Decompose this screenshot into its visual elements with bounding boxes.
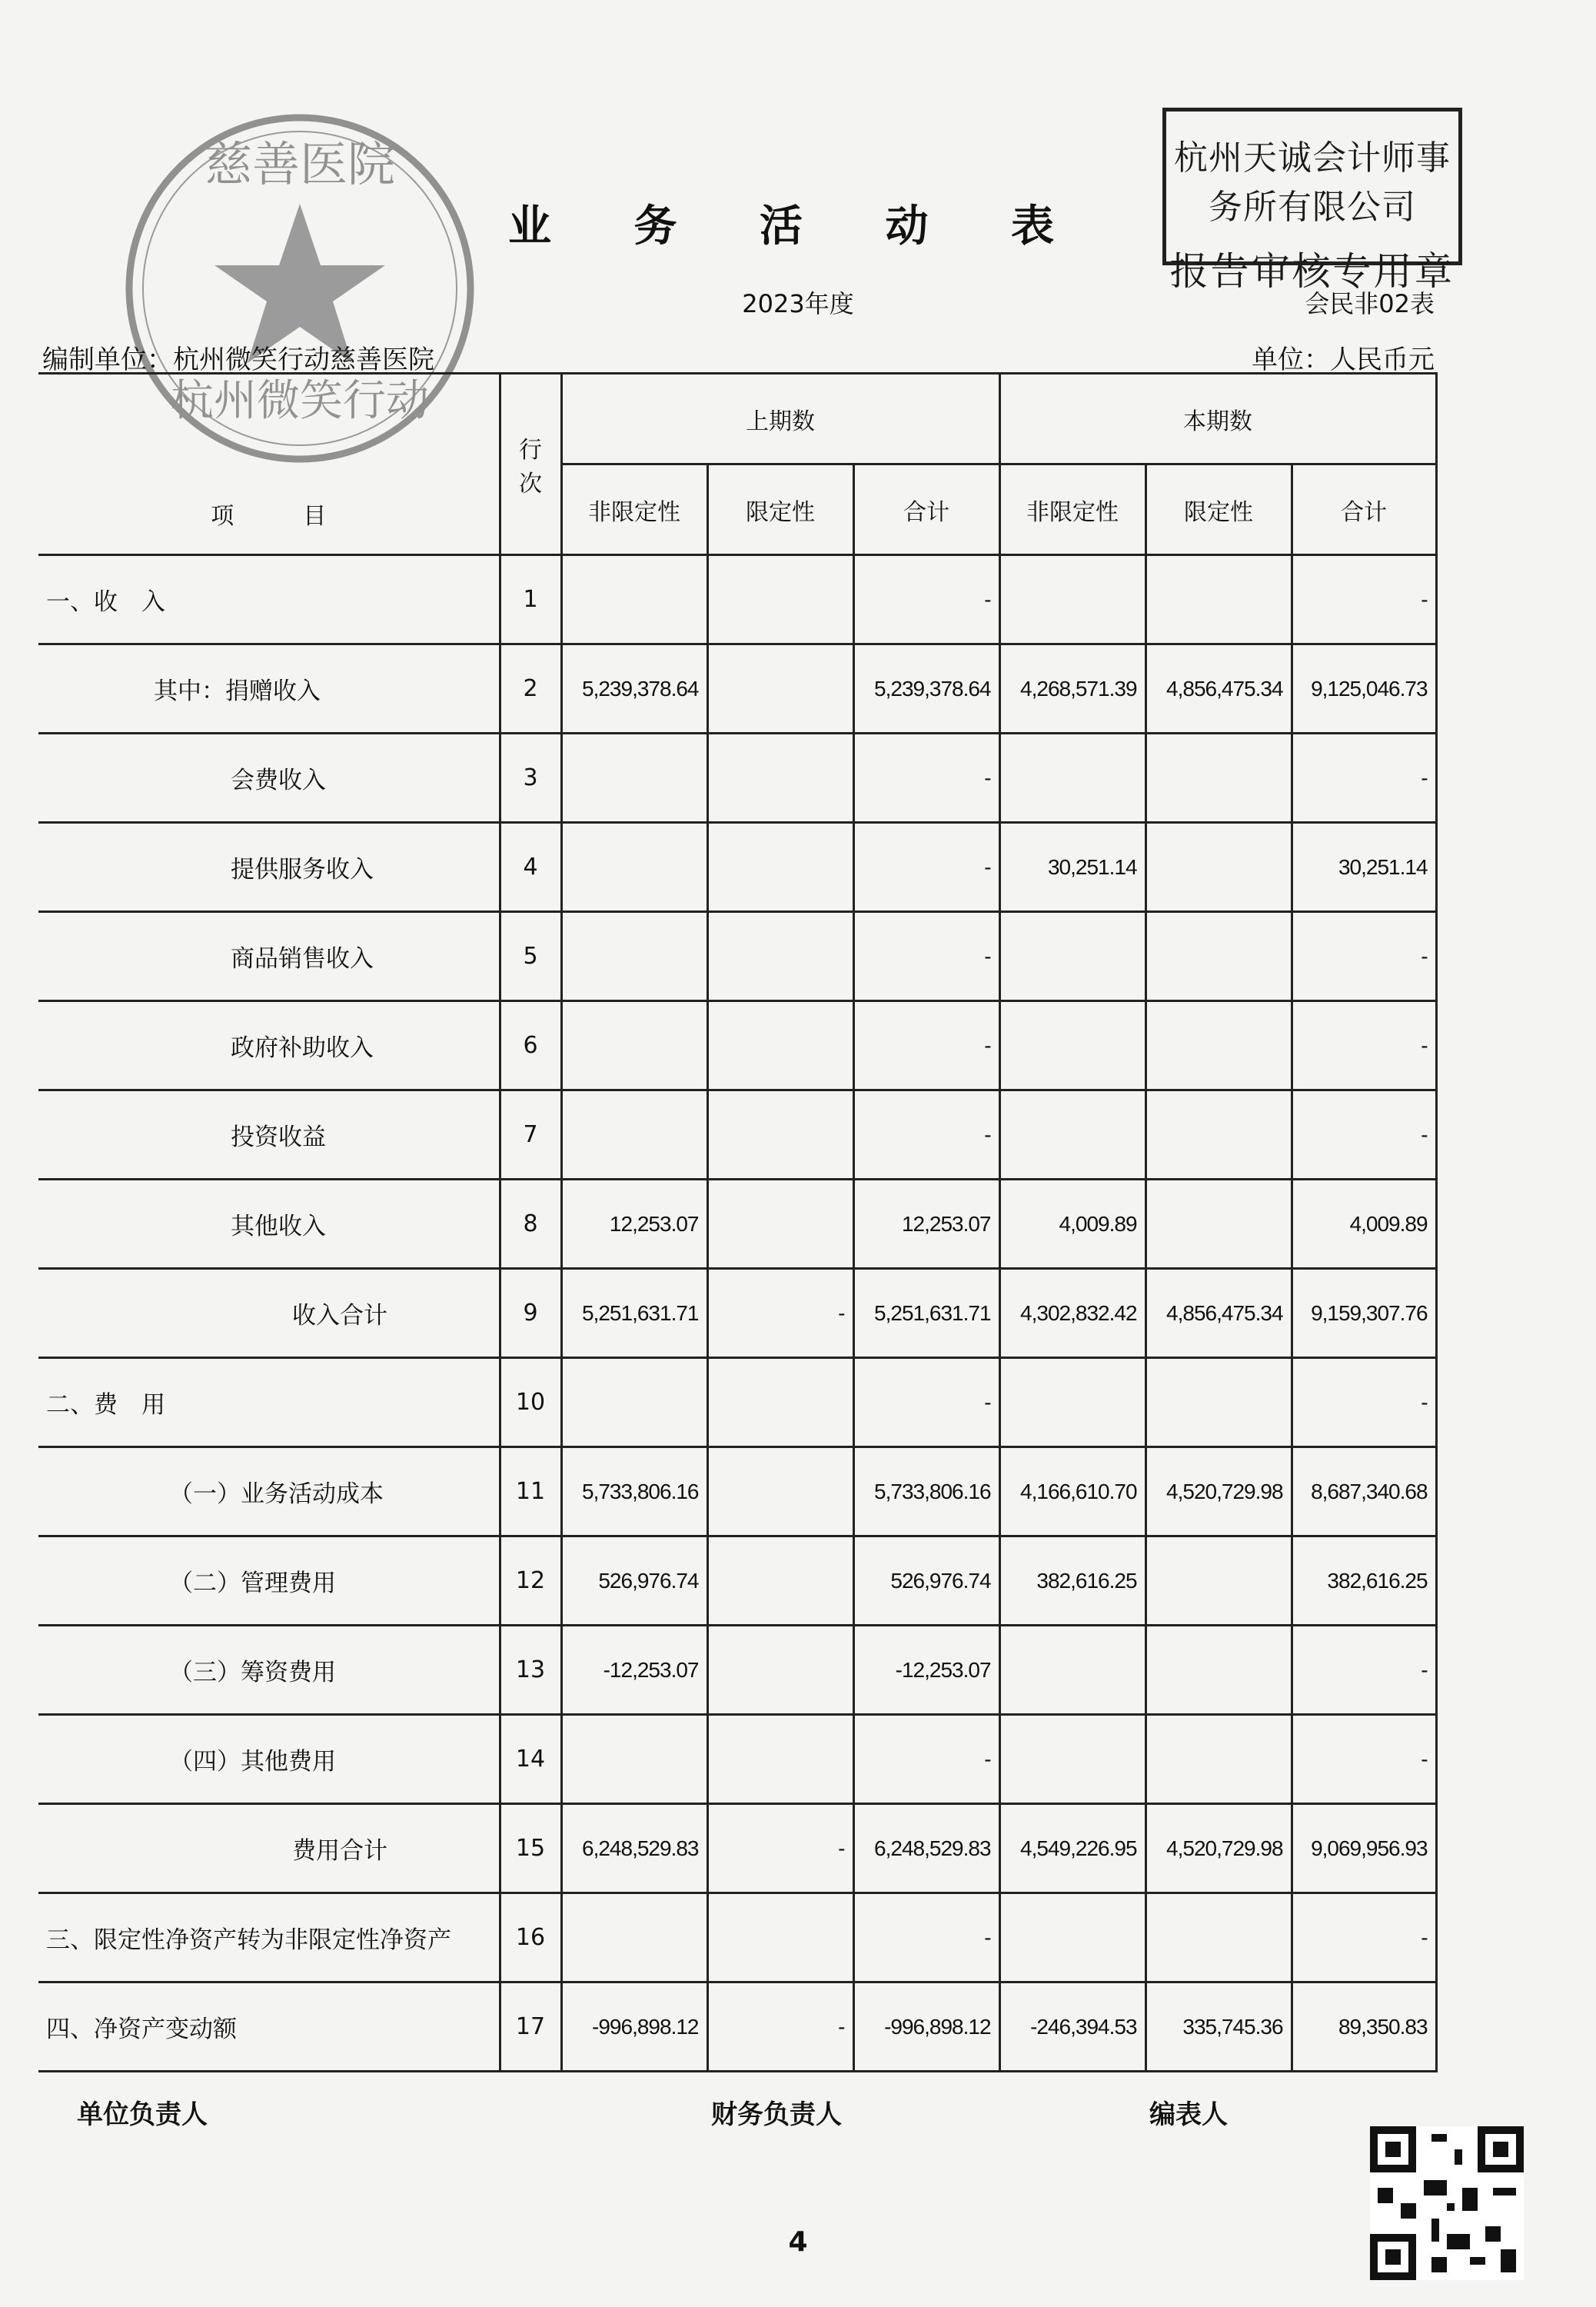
cell-c-total: -	[1292, 734, 1436, 823]
header-line-no: 行次	[500, 374, 561, 555]
prepared-by: 编制单位：杭州微笑行动慈善医院	[42, 345, 434, 375]
cell-c-unres	[999, 1715, 1145, 1804]
row-line-number: 6	[500, 1001, 561, 1090]
cell-c-res: 4,520,729.98	[1145, 1804, 1292, 1893]
row-item-label: 收入合计	[38, 1269, 500, 1358]
cell-p-unres: -12,253.07	[561, 1626, 707, 1715]
cell-p-unres	[561, 912, 707, 1001]
cell-c-unres	[999, 1893, 1145, 1982]
cell-c-unres	[999, 1090, 1145, 1180]
cell-p-res	[707, 823, 853, 912]
cell-p-unres: 526,976.74	[561, 1536, 707, 1626]
signature-preparer: 编表人	[1149, 2099, 1228, 2130]
cell-p-res	[707, 912, 853, 1001]
cell-p-unres: 5,251,631.71	[561, 1269, 707, 1358]
table-row	[38, 1180, 1436, 1269]
cell-p-total: -	[853, 1715, 999, 1804]
cell-c-total: 9,159,307.76	[1292, 1269, 1436, 1358]
cell-p-total: -	[853, 1358, 999, 1447]
cell-c-total: 9,125,046.73	[1292, 644, 1436, 734]
cell-p-res	[707, 1715, 853, 1804]
cell-p-unres	[561, 1001, 707, 1090]
row-line-number: 3	[500, 734, 561, 823]
cell-c-total: 89,350.83	[1292, 1982, 1436, 2072]
row-item-label: 其他收入	[38, 1180, 500, 1269]
row-item-label: （四）其他费用	[38, 1715, 500, 1804]
business-activity-table	[38, 372, 1438, 2072]
cell-p-res	[707, 734, 853, 823]
cell-c-total: 30,251.14	[1292, 823, 1436, 912]
table-row	[38, 1090, 1436, 1180]
cell-c-unres	[999, 1626, 1145, 1715]
table-row	[38, 1536, 1436, 1626]
cell-c-total: 9,069,956.93	[1292, 1804, 1436, 1893]
cell-c-total: -	[1292, 1001, 1436, 1090]
cell-p-total: -12,253.07	[853, 1626, 999, 1715]
header-current-total: 合计	[1292, 464, 1436, 555]
cell-c-total: -	[1292, 912, 1436, 1001]
row-line-number: 9	[500, 1269, 561, 1358]
row-line-number: 8	[500, 1180, 561, 1269]
cell-c-unres: 30,251.14	[999, 823, 1145, 912]
cell-c-res	[1145, 1893, 1292, 1982]
cell-p-total: 12,253.07	[853, 1180, 999, 1269]
cell-p-unres: 6,248,529.83	[561, 1804, 707, 1893]
cell-p-res	[707, 555, 853, 644]
cell-c-unres	[999, 1358, 1145, 1447]
cell-c-unres: 4,549,226.95	[999, 1804, 1145, 1893]
cell-c-total: 4,009.89	[1292, 1180, 1436, 1269]
row-line-number: 16	[500, 1893, 561, 1982]
table-row	[38, 1982, 1436, 2072]
row-item-label: 一、收 入	[38, 555, 500, 644]
report-title: 业 务 活 动 表	[508, 201, 1088, 251]
row-item-label: （三）筹资费用	[38, 1626, 500, 1715]
row-item-label: （一）业务活动成本	[38, 1447, 500, 1536]
cell-c-res	[1145, 1715, 1292, 1804]
table-row	[38, 1269, 1436, 1358]
header-current-period: 本期数	[999, 374, 1436, 464]
cell-c-unres	[999, 734, 1145, 823]
cell-p-total: 5,733,806.16	[853, 1447, 999, 1536]
cell-p-unres	[561, 555, 707, 644]
cell-c-unres: 4,009.89	[999, 1180, 1145, 1269]
table-row	[38, 823, 1436, 912]
cell-c-res	[1145, 555, 1292, 644]
cell-c-res	[1145, 1358, 1292, 1447]
cell-p-total: -	[853, 1090, 999, 1180]
row-item-label: 四、净资产变动额	[38, 1982, 500, 2072]
svg-text:杭州微笑行动: 杭州微笑行动	[171, 376, 429, 426]
table-row	[38, 1447, 1436, 1536]
row-line-number: 4	[500, 823, 561, 912]
cell-c-total: -	[1292, 555, 1436, 644]
currency-unit: 单位：人民币元	[1252, 345, 1435, 375]
cell-c-res	[1145, 734, 1292, 823]
table-row	[38, 1358, 1436, 1447]
cell-p-unres	[561, 1893, 707, 1982]
cell-c-res: 4,520,729.98	[1145, 1447, 1292, 1536]
cell-c-res	[1145, 1180, 1292, 1269]
row-item-label: 商品销售收入	[38, 912, 500, 1001]
cell-p-unres: -996,898.12	[561, 1982, 707, 2072]
cell-p-res	[707, 1001, 853, 1090]
cell-p-unres	[561, 1715, 707, 1804]
table-row	[38, 644, 1436, 734]
row-line-number: 17	[500, 1982, 561, 2072]
row-item-label: 提供服务收入	[38, 823, 500, 912]
cell-c-res	[1145, 1001, 1292, 1090]
cell-c-total: -	[1292, 1090, 1436, 1180]
cell-p-unres: 12,253.07	[561, 1180, 707, 1269]
row-item-label: 其中：捐赠收入	[38, 644, 500, 734]
cell-p-total: 5,239,378.64	[853, 644, 999, 734]
table-row	[38, 555, 1436, 644]
cell-c-total: -	[1292, 1715, 1436, 1804]
cell-c-unres	[999, 555, 1145, 644]
cell-c-unres: 4,166,610.70	[999, 1447, 1145, 1536]
cell-p-unres	[561, 1358, 707, 1447]
row-item-label: 会费收入	[38, 734, 500, 823]
cell-c-total: 8,687,340.68	[1292, 1447, 1436, 1536]
auditor-review-stamp	[1162, 108, 1462, 294]
table-row	[38, 1001, 1436, 1090]
table-row	[38, 1893, 1436, 1982]
cell-p-total: -996,898.12	[853, 1982, 999, 2072]
cell-c-total: -	[1292, 1358, 1436, 1447]
cell-c-unres: 4,268,571.39	[999, 644, 1145, 734]
row-line-number: 2	[500, 644, 561, 734]
row-line-number: 14	[500, 1715, 561, 1804]
row-item-label: 费用合计	[38, 1804, 500, 1893]
header-current-restricted: 限定性	[1145, 464, 1292, 555]
cell-p-unres	[561, 823, 707, 912]
row-line-number: 10	[500, 1358, 561, 1447]
cell-p-total: -	[853, 1893, 999, 1982]
row-item-label: 三、限定性净资产转为非限定性净资产	[38, 1893, 500, 1982]
row-item-label: 投资收益	[38, 1090, 500, 1180]
cell-p-total: 5,251,631.71	[853, 1269, 999, 1358]
cell-c-res: 335,745.36	[1145, 1982, 1292, 2072]
cell-c-res	[1145, 1090, 1292, 1180]
header-prior-total: 合计	[853, 464, 999, 555]
cell-p-res: -	[707, 1804, 853, 1893]
cell-c-res	[1145, 1536, 1292, 1626]
cell-p-res	[707, 1090, 853, 1180]
cell-c-res	[1145, 823, 1292, 912]
row-item-label: 二、费 用	[38, 1358, 500, 1447]
cell-p-total: -	[853, 1001, 999, 1090]
table-row	[38, 912, 1436, 1001]
cell-p-unres	[561, 1090, 707, 1180]
cell-c-unres: 382,616.25	[999, 1536, 1145, 1626]
cell-p-res	[707, 1180, 853, 1269]
cell-c-unres: -246,394.53	[999, 1982, 1145, 2072]
svg-text:慈善医院: 慈善医院	[204, 136, 396, 192]
cell-p-total: -	[853, 823, 999, 912]
row-item-label: 政府补助收入	[38, 1001, 500, 1090]
cell-p-res	[707, 1447, 853, 1536]
cell-p-res	[707, 1893, 853, 1982]
auditor-stamp-line2: 报告审核专用章	[1169, 249, 1455, 294]
cell-p-res	[707, 1358, 853, 1447]
cell-c-res	[1145, 912, 1292, 1001]
cell-c-unres	[999, 912, 1145, 1001]
cell-c-total: -	[1292, 1626, 1436, 1715]
cell-p-total: -	[853, 555, 999, 644]
row-line-number: 15	[500, 1804, 561, 1893]
cell-c-total: -	[1292, 1893, 1436, 1982]
row-line-number: 7	[500, 1090, 561, 1180]
cell-c-unres	[999, 1001, 1145, 1090]
cell-p-unres: 5,239,378.64	[561, 644, 707, 734]
cell-p-unres	[561, 734, 707, 823]
row-item-label: （二）管理费用	[38, 1536, 500, 1626]
cell-p-res	[707, 644, 853, 734]
cell-p-res: -	[707, 1982, 853, 2072]
cell-p-total: -	[853, 912, 999, 1001]
cell-c-res: 4,856,475.34	[1145, 1269, 1292, 1358]
table-row	[38, 734, 1436, 823]
page-number: 4	[788, 2226, 808, 2258]
table-row	[38, 1715, 1436, 1804]
cell-p-unres: 5,733,806.16	[561, 1447, 707, 1536]
table-row	[38, 1804, 1436, 1893]
signature-finance-head: 财务负责人	[711, 2099, 842, 2130]
row-line-number: 5	[500, 912, 561, 1001]
row-line-number: 1	[500, 555, 561, 644]
cell-p-total: 526,976.74	[853, 1536, 999, 1626]
cell-p-res	[707, 1626, 853, 1715]
cell-p-res: -	[707, 1269, 853, 1358]
header-prior-restricted: 限定性	[707, 464, 853, 555]
report-year: 2023年度	[742, 289, 854, 318]
cell-c-unres: 4,302,832.42	[999, 1269, 1145, 1358]
cell-c-total: 382,616.25	[1292, 1536, 1436, 1626]
auditor-stamp-line1: 杭州天诚会计师事务所有限公司	[1174, 138, 1451, 227]
header-prior-period: 上期数	[561, 374, 999, 464]
cell-p-res	[707, 1536, 853, 1626]
cell-c-res	[1145, 1626, 1292, 1715]
cell-c-res: 4,856,475.34	[1145, 644, 1292, 734]
row-line-number: 13	[500, 1626, 561, 1715]
header-prior-unrestricted: 非限定性	[561, 464, 707, 555]
form-number: 会民非02表	[1305, 289, 1435, 318]
row-line-number: 12	[500, 1536, 561, 1626]
signature-unit-head: 单位负责人	[77, 2099, 208, 2130]
table-row	[38, 1626, 1436, 1715]
header-current-unrestricted: 非限定性	[999, 464, 1145, 555]
cell-p-total: 6,248,529.83	[853, 1804, 999, 1893]
header-item: 项 目	[38, 374, 500, 555]
cell-p-total: -	[853, 734, 999, 823]
row-line-number: 11	[500, 1447, 561, 1536]
